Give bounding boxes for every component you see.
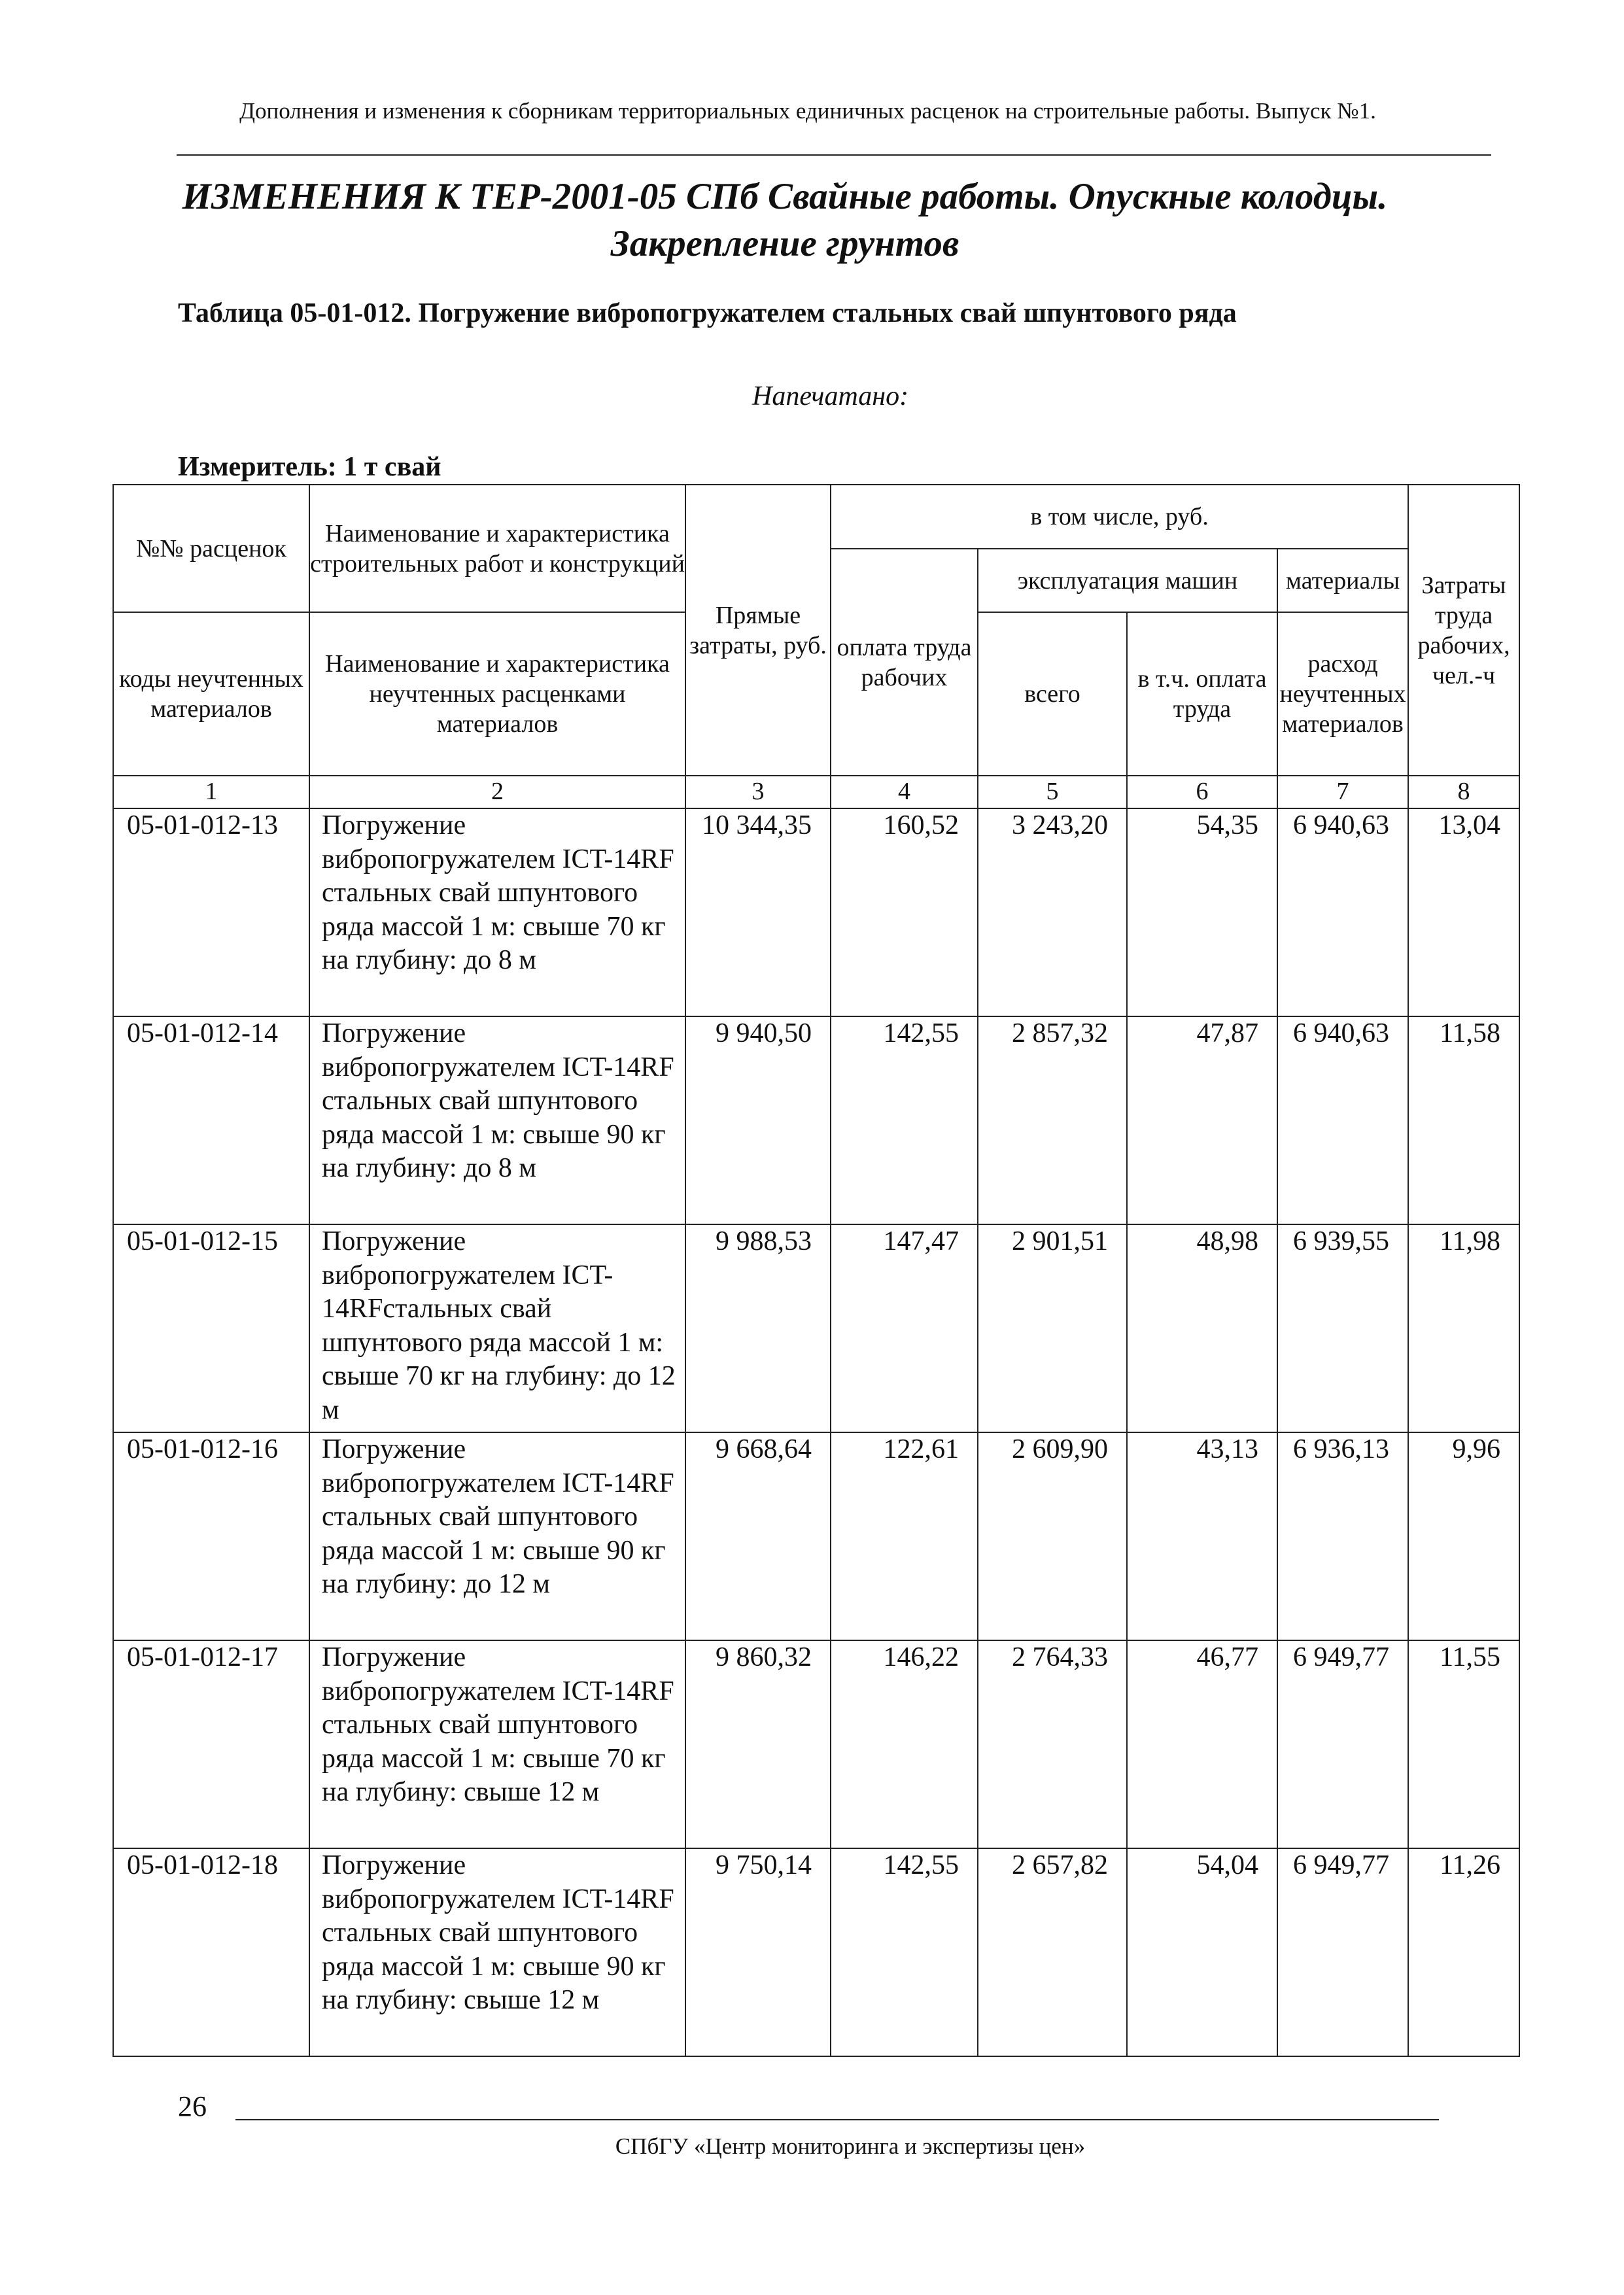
materials: 6 940,63 [1277,808,1408,1016]
header-materials: материалы [1277,549,1408,612]
column-number-row [113,776,1519,808]
rate-code: 05-01-012-14 [113,1016,309,1224]
machines-labor: 46,77 [1127,1640,1277,1848]
labor-hours: 11,98 [1408,1224,1519,1432]
header-machines-total: всего [978,612,1127,776]
column-number: 5 [978,776,1127,808]
labor-pay: 147,47 [831,1224,978,1432]
rate-code: 05-01-012-17 [113,1640,309,1848]
rates-table [112,484,1520,2057]
column-number: 7 [1277,776,1408,808]
rate-code: 05-01-012-13 [113,808,309,1016]
direct-costs: 9 940,50 [685,1016,831,1224]
table-row [113,1432,1519,1640]
machines-labor: 54,35 [1127,808,1277,1016]
printed-label: Напечатано: [752,381,909,411]
header-direct-costs: Прямые затраты, руб. [685,485,831,776]
labor-pay: 146,22 [831,1640,978,1848]
rate-code: 05-01-012-16 [113,1432,309,1640]
machines-total: 2 764,33 [978,1640,1127,1848]
direct-costs: 10 344,35 [685,808,831,1016]
machines-total: 3 243,20 [978,808,1127,1016]
labor-pay: 142,55 [831,1848,978,2056]
machines-total: 2 657,82 [978,1848,1127,2056]
header-labor-pay: оплата труда рабочих [831,549,978,776]
title-line-1: ИЗМЕНЕНИЯ К ТЕР-2001-05 СПб Свайные работы. Опускные колодцы. [182,176,1388,217]
table-row [113,1016,1519,1224]
rate-code: 05-01-012-18 [113,1848,309,2056]
work-name: Погружение вибропогружателем ICT-14RF стальных свай шпунтового ряда массой 1 м: свыше 90 кг на глубину: свыше 12 м [309,1848,685,2056]
column-number: 2 [309,776,685,808]
labor-hours: 13,04 [1408,808,1519,1016]
header-rule [177,154,1491,156]
materials: 6 940,63 [1277,1016,1408,1224]
work-name: Погружение вибропогружателем ICT-14RF стальных свай шпунтового ряда массой 1 м: свыше 90 кг на глубину: до 12 м [309,1432,685,1640]
header-material-names: Наименование и характеристика неучтенных расценками материалов [309,612,685,776]
header-labor-hours: Затраты труда рабочих, чел.-ч [1408,485,1519,776]
machines-total: 2 609,90 [978,1432,1127,1640]
work-name: Погружение вибропогружателем ICT-14RF стальных свай шпунтового ряда массой 1 м: свыше 70 кг на глубину: до 8 м [309,808,685,1016]
machines-labor: 47,87 [1127,1016,1277,1224]
rate-code: 05-01-012-15 [113,1224,309,1432]
table-body [113,776,1519,2056]
column-number: 6 [1127,776,1277,808]
page-title [98,173,1472,267]
direct-costs: 9 668,64 [685,1432,831,1640]
header-machines: эксплуатация машин [978,549,1277,612]
materials: 6 936,13 [1277,1432,1408,1640]
machines-total: 2 901,51 [978,1224,1127,1432]
labor-pay: 122,61 [831,1432,978,1640]
labor-hours: 9,96 [1408,1432,1519,1640]
materials: 6 939,55 [1277,1224,1408,1432]
page-number: 26 [178,2090,207,2122]
direct-costs: 9 860,32 [685,1640,831,1848]
table-row [113,808,1519,1016]
direct-costs: 9 988,53 [685,1224,831,1432]
header-material-codes: коды неучтенных материалов [113,612,309,776]
header-including-group: в том числе, руб. [831,485,1408,549]
materials: 6 949,77 [1277,1640,1408,1848]
header-machines-labor: в т.ч. оплата труда [1127,612,1277,776]
header-rate-codes: №№ расценок [113,485,309,612]
machines-labor: 54,04 [1127,1848,1277,2056]
column-number: 3 [685,776,831,808]
table-row [113,1640,1519,1848]
column-number: 8 [1408,776,1519,808]
header-material-usage: расход неучтенных материалов [1277,612,1408,776]
table-row [113,1224,1519,1432]
work-name: Погружение вибропогружателем ICT-14RF стальных свай шпунтового ряда массой 1 м: свыше 90 кг на глубину: до 8 м [309,1016,685,1224]
machines-labor: 48,98 [1127,1224,1277,1432]
page-footer: СПбГУ «Центр мониторинга и экспертизы цен» [615,2133,1086,2159]
work-name: Погружение вибропогружателем ICT-14RF стальных свай шпунтового ряда массой 1 м: свыше 70 кг на глубину: свыше 12 м [309,1640,685,1848]
labor-pay: 160,52 [831,808,978,1016]
column-number: 4 [831,776,978,808]
footer-rule [235,2119,1439,2120]
machines-total: 2 857,32 [978,1016,1127,1224]
header-work-name: Наименование и характеристика строительных работ и конструкций [309,485,685,612]
table-row [113,1848,1519,2056]
labor-pay: 142,55 [831,1016,978,1224]
machines-labor: 43,13 [1127,1432,1277,1640]
column-number: 1 [113,776,309,808]
labor-hours: 11,58 [1408,1016,1519,1224]
running-header: Дополнения и изменения к сборникам территориальных единичных расценок на строительные работы. Выпуск №1. [239,98,1376,124]
work-name: Погружение вибропогружателем ICT-14RFстальных свай шпунтового ряда массой 1 м: свыше 70 кг на глубину: до 12 м [309,1224,685,1432]
direct-costs: 9 750,14 [685,1848,831,2056]
labor-hours: 11,55 [1408,1640,1519,1848]
title-line-2: Закрепление грунтов [610,223,959,264]
unit-label: Измеритель: 1 т свай [178,452,441,482]
table-caption: Таблица 05-01-012. Погружение вибропогружателем стальных свай шпунтового ряда [178,298,1237,328]
materials: 6 949,77 [1277,1848,1408,2056]
labor-hours: 11,26 [1408,1848,1519,2056]
table-header [113,485,1519,776]
